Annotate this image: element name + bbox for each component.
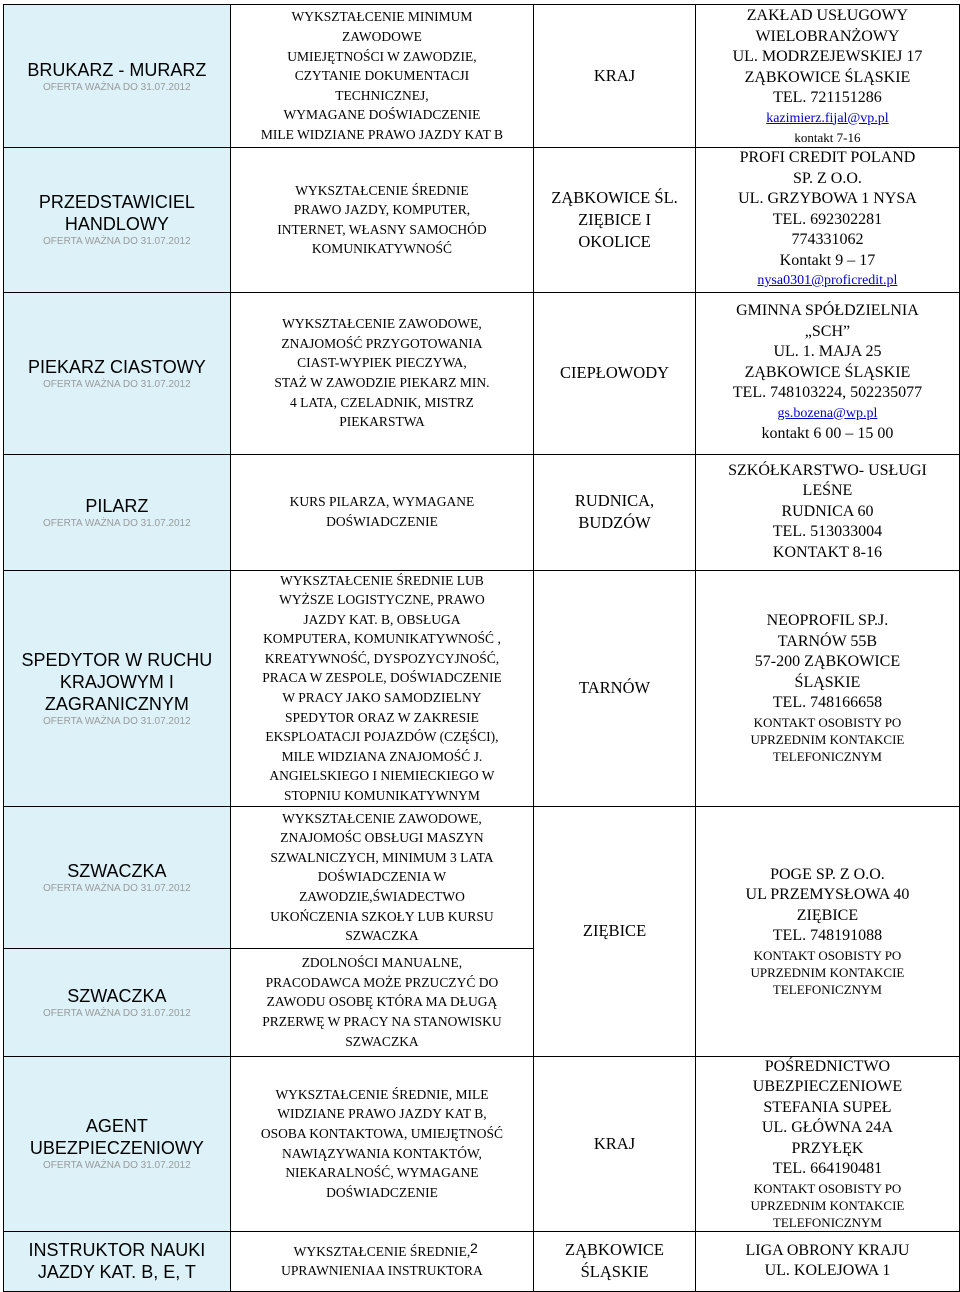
offer-valid-until: OFERTA WAŻNA DO 31.07.2012 (43, 715, 191, 727)
requirement-line: ZAWODZIE,ŚWIADECTWO (299, 888, 465, 904)
requirements-cell (230, 292, 533, 454)
requirement-line: SZWACZKA (345, 928, 419, 944)
requirement-line: WYMAGANE DOŚWIADCZENIE (283, 107, 481, 123)
employer-line: UL PRZEMYSŁOWA 40 (745, 886, 910, 904)
employer-line: UPRZEDNIM KONTAKCIE (750, 731, 905, 747)
requirement-line: KOMPUTERA, KOMUNIKATYWNOŚĆ , (263, 631, 501, 647)
employer-email[interactable]: gs.bozena@wp.pl (777, 405, 878, 421)
position-cell (4, 1231, 231, 1291)
table-row (4, 806, 960, 948)
employer-line: SZKÓŁKARSTWO- USŁUGI (728, 461, 927, 479)
requirement-line: WYKSZTAŁCENIE MINIMUM (291, 9, 473, 25)
employer-line: ZĄBKOWICE ŚLĄSKIE (744, 363, 911, 381)
requirement-line: WYKSZTAŁCENIE ŚREDNIE, (293, 1243, 471, 1259)
requirement-line: STAŻ W ZAWODZIE PIEKARZ MIN. (274, 375, 490, 390)
position-cell (4, 948, 231, 1056)
requirement-line: MILE WIDZIANA ZNAJOMOŚĆ J. (281, 748, 483, 764)
employer-line: 774331062 (791, 231, 864, 248)
offer-valid-until: OFERTA WAŻNA DO 31.07.2012 (43, 1007, 191, 1019)
requirement-line: JAZDY KAT. B, OBSŁUGA (303, 611, 461, 627)
requirement-line: UKOŃCZENIA SZKOŁY LUB KURSU (270, 908, 494, 924)
employer-cell (695, 806, 959, 1056)
page-number: 2 (470, 1240, 478, 1256)
employer-line: TELEFONICZNYM (772, 1214, 882, 1230)
requirement-line: WYKSZTAŁCENIE ŚREDNIE, MILE (275, 1086, 489, 1102)
position-cell (4, 148, 231, 293)
location-line: BUDZÓW (578, 513, 651, 532)
employer-line: WIELOBRANŻOWY (755, 27, 900, 45)
employer-line: 57-200 ZĄBKOWICE (754, 653, 901, 671)
employer-line: UPRZEDNIM KONTAKCIE (750, 964, 905, 980)
offer-valid-until: OFERTA WAŻNA DO 31.07.2012 (43, 378, 191, 390)
requirements-cell (230, 806, 533, 948)
employer-line: ZIĘBICE (796, 906, 859, 924)
table-row (4, 292, 960, 454)
requirement-line: KREATYWNOŚĆ, DYSPOZYCYJNOŚĆ, (264, 650, 500, 666)
location-cell (534, 5, 696, 148)
requirement-line: PRACA W ZESPOLE, DOŚWIADCZENIE (262, 670, 502, 686)
location-cell (534, 1231, 696, 1291)
requirement-line: PRACODAWCA MOŻE PRZUCZYĆ DO (265, 974, 499, 990)
requirements-cell (230, 1056, 533, 1231)
requirement-line: ANGIELSKIEGO I NIEMIECKIEGO W (269, 768, 495, 784)
position-title: UBEZPIECZENIOWY (29, 1138, 204, 1159)
employer-line: TEL. 748103224, 502235077 (732, 384, 923, 402)
position-title: INSTRUKTOR NAUKI (28, 1240, 206, 1261)
employer-line: PRZYŁĘK (791, 1139, 864, 1157)
requirement-line: WYKSZTAŁCENIE ZAWODOWE, (282, 810, 482, 826)
location-cell (534, 1056, 696, 1231)
location-line: KRAJ (593, 1133, 636, 1153)
position-cell (4, 292, 231, 454)
location-cell (534, 806, 696, 1056)
location-line: ZIĘBICE I (578, 209, 651, 229)
position-title: KRAJOWYM I (59, 671, 174, 692)
offer-valid-until: OFERTA WAŻNA DO 31.07.2012 (43, 236, 191, 248)
requirement-line: INTERNET, WŁASNY SAMOCHÓD (277, 221, 487, 237)
employer-line: UL. GRZYBOWA 1 NYSA (738, 190, 917, 207)
job-offers-table (3, 4, 960, 1292)
requirement-line: TECHNICZNEJ, (335, 87, 429, 103)
requirement-line: WYKSZTAŁCENIE ŚREDNIE LUB (280, 572, 484, 588)
employer-line: STEFANIA SUPEŁ (763, 1098, 892, 1116)
employer-line: TEL. 692302281 (772, 210, 883, 228)
position-cell (4, 5, 231, 148)
table-row (4, 570, 960, 806)
requirement-line: DOŚWIADCZENIE (326, 1184, 438, 1200)
employer-cell (695, 1231, 959, 1291)
requirement-line: OSOBA KONTAKTOWA, UMIEJĘTNOŚĆ (260, 1126, 503, 1142)
position-title: SZWACZKA (67, 985, 167, 1006)
employer-line: NEOPROFIL SP.J. (766, 612, 889, 630)
requirement-line: UPRAWNIENIAA INSTRUKTORA (281, 1263, 483, 1279)
requirement-line: KURS PILARZA, WYMAGANE (289, 494, 475, 510)
employer-line: Kontakt 9 – 17 (779, 251, 876, 269)
requirement-line: ZNAJOMOŚC OBSŁUGI MASZYN (280, 830, 484, 846)
employer-line: kontakt 7-16 (794, 130, 861, 145)
employer-line: UL. MODRZEJEWSKIEJ 17 (732, 48, 923, 65)
position-cell (4, 570, 231, 806)
location-cell (534, 292, 696, 454)
position-title: BRUKARZ - MURARZ (27, 59, 207, 80)
offer-valid-until: OFERTA WAŻNA DO 31.07.2012 (43, 882, 191, 894)
employer-line: KONTAKT OSOBISTY PO (753, 714, 902, 730)
requirement-line: 4 LATA, CZELADNIK, MISTRZ (290, 394, 474, 410)
location-line: KRAJ (593, 66, 636, 85)
employer-line: TELEFONICZNYM (772, 981, 882, 997)
employer-line: GMINNA SPÓŁDZIELNIA (736, 302, 919, 320)
requirement-line: CZYTANIE DOKUMENTACJI (294, 68, 470, 84)
employer-line: UL. KOLEJOWA 1 (764, 1262, 891, 1280)
location-cell (534, 148, 696, 293)
employer-line: TEL. 748191088 (772, 927, 883, 945)
requirement-line: PRAWO JAZDY, KOMPUTER, (293, 202, 471, 218)
location-line: CIEPŁOWODY (559, 363, 670, 382)
employer-line: KONTAKT OSOBISTY PO (753, 1180, 902, 1196)
requirement-line: CIAST-WYPIEK PIECZYWA, (297, 355, 467, 371)
requirements-cell (230, 1231, 533, 1291)
location-line: ZĄBKOWICE ŚL. (551, 187, 678, 207)
employer-line: UPRZEDNIM KONTAKCIE (750, 1197, 905, 1213)
requirement-line: STOPNIU KOMUNIKATYWNYM (284, 788, 480, 804)
requirement-line: ZDOLNOŚCI MANUALNE, (301, 955, 463, 971)
position-cell (4, 454, 231, 570)
requirement-line: WYKSZTAŁCENIE ZAWODOWE, (282, 316, 482, 332)
requirement-line: EKSPLOATACJI POJAZDÓW (CZĘŚCI), (265, 729, 499, 745)
position-title: PIEKARZ CIASTOWY (28, 356, 206, 377)
requirement-line: DOŚWIADCZENIA W (317, 869, 447, 885)
position-title: AGENT (85, 1116, 148, 1137)
employer-line: TEL. 664190481 (772, 1160, 883, 1178)
table-row (4, 5, 960, 148)
table-row (4, 148, 960, 293)
table-row (4, 454, 960, 570)
requirement-line: NIEKARALNOŚĆ, WYMAGANE (285, 1165, 479, 1181)
position-title: JAZDY KAT. B, E, T (37, 1262, 196, 1283)
employer-line: TARNÓW 55B (777, 632, 878, 650)
position-title: SZWACZKA (67, 860, 167, 881)
location-line: ŚLĄSKIE (580, 1262, 649, 1282)
requirement-line: PRZERWĘ W PRACY NA STANOWISKU (262, 1013, 502, 1029)
requirement-line: W PRACY JAKO SAMODZIELNY (282, 690, 482, 706)
position-cell (4, 1056, 231, 1231)
position-title: PRZEDSTAWICIEL (38, 192, 195, 213)
requirement-line: WYŻSZE LOGISTYCZNE, PRAWO (279, 592, 485, 608)
employer-line: „SCH” (804, 322, 851, 340)
employer-line: KONTAKT 8-16 (772, 543, 882, 561)
employer-line: RUDNICA 60 (781, 502, 874, 520)
requirements-cell (230, 454, 533, 570)
position-title: ZAGRANICZNYM (44, 693, 189, 714)
employer-line: PROFI CREDIT POLAND (739, 149, 916, 166)
requirements-cell (230, 5, 533, 148)
employer-line: UL. 1. MAJA 25 (773, 343, 882, 361)
requirement-line: WYKSZTAŁCENIE ŚREDNIE (295, 182, 469, 198)
employer-cell (695, 454, 959, 570)
requirement-line: DOŚWIADCZENIE (326, 514, 438, 529)
requirement-line: SZWACZKA (345, 1033, 419, 1049)
position-title: SPEDYTOR W RUCHU (21, 649, 213, 670)
position-cell (4, 806, 231, 948)
employer-cell (695, 570, 959, 806)
employer-email[interactable]: nysa0301@proficredit.pl (757, 273, 898, 288)
employer-line: POGE SP. Z O.O. (770, 865, 885, 883)
employer-line: SP. Z O.O. (792, 169, 862, 187)
requirement-line: ZNAJOMOŚĆ PRZYGOTOWANIA (281, 335, 483, 351)
location-line: RUDNICA, (574, 491, 655, 510)
employer-cell (695, 292, 959, 454)
employer-line: ZAKŁAD USŁUGOWY (746, 7, 909, 24)
location-line: OKOLICE (578, 231, 651, 251)
location-line: ZIĘBICE (582, 921, 647, 941)
employer-line: KONTAKT OSOBISTY PO (753, 947, 902, 963)
offer-valid-until: OFERTA WAŻNA DO 31.07.2012 (43, 81, 191, 93)
requirement-line: NAWIĄZYWANIA KONTAKTÓW, (282, 1145, 482, 1161)
location-line: ZĄBKOWICE (565, 1240, 665, 1260)
employer-line: POŚREDNICTWO (764, 1057, 891, 1075)
requirements-cell (230, 148, 533, 293)
employer-line: TEL. 513033004 (772, 523, 883, 541)
location-cell (534, 570, 696, 806)
employer-line: TELEFONICZNYM (772, 748, 882, 764)
requirement-line: PIEKARSTWA (339, 414, 425, 430)
employer-line: UL. GŁÓWNA 24A (761, 1119, 893, 1137)
location-cell (534, 454, 696, 570)
employer-line: ŚLĄSKIE (794, 673, 861, 691)
employer-line: TEL. 748166658 (772, 694, 883, 712)
employer-cell (695, 1056, 959, 1231)
requirement-line: SZWALNICZYCH, MINIMUM 3 LATA (270, 849, 494, 865)
employer-line: UBEZPIECZENIOWE (752, 1078, 903, 1096)
employer-line: LEŚNE (802, 482, 853, 500)
requirements-cell (230, 948, 533, 1056)
employer-line: kontakt 6 00 – 15 00 (761, 425, 894, 443)
employer-line: TEL. 721151286 (773, 89, 882, 106)
employer-cell (695, 148, 959, 293)
offer-valid-until: OFERTA WAŻNA DO 31.07.2012 (43, 1160, 191, 1172)
requirement-line: WIDZIANE PRAWO JAZDY KAT B, (277, 1106, 487, 1122)
requirement-line: ZAWODU OSOBĘ KTÓRA MA DŁUGĄ (266, 994, 498, 1010)
requirement-line: MILE WIDZIANE PRAWO JAZDY KAT B (260, 126, 503, 142)
table-row (4, 1056, 960, 1231)
employer-email[interactable]: kazimierz.fijal@vp.pl (766, 110, 889, 126)
requirements-cell (230, 570, 533, 806)
offer-valid-until: OFERTA WAŻNA DO 31.07.2012 (43, 517, 191, 529)
requirement-line: UMIEJĘTNOŚCI W ZAWODZIE, (287, 48, 477, 64)
location-line: TARNÓW (578, 678, 651, 698)
employer-line: LIGA OBRONY KRAJU (745, 1241, 910, 1259)
requirement-line: KOMUNIKATYWNOŚĆ (311, 241, 453, 257)
position-title: HANDLOWY (64, 214, 169, 235)
employer-line: ZĄBKOWICE ŚLĄSKIE (744, 68, 911, 86)
employer-cell (695, 5, 959, 148)
requirement-line: ZAWODOWE (341, 29, 422, 45)
requirement-line: SPEDYTOR ORAZ W ZAKRESIE (284, 709, 479, 725)
position-title: PILARZ (85, 495, 149, 516)
table-row (4, 1231, 960, 1291)
